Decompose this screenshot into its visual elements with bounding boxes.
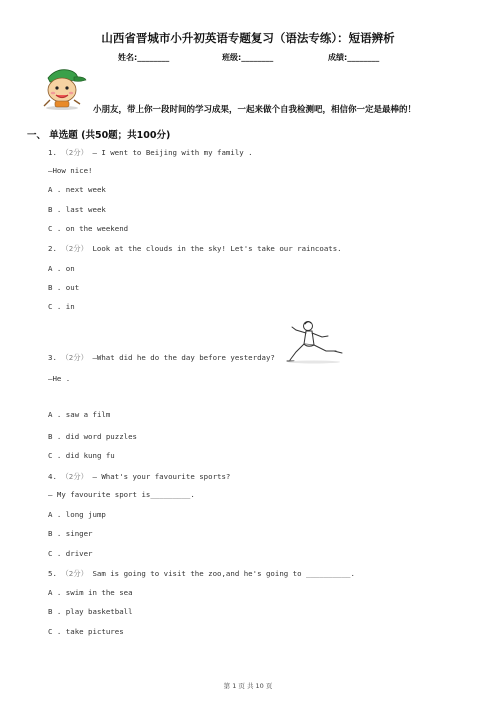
question-1-option-b[interactable]: B . last week (48, 205, 106, 214)
class-field: 班级:________ (222, 53, 274, 62)
question-4 (48, 471, 230, 482)
question-3-response: —He . (48, 374, 71, 383)
question-text: —What did he do the day before yesterday? (92, 353, 275, 362)
question-text: — I went to Beijing with my family . (92, 148, 253, 157)
kung-fu-illustration (282, 318, 346, 364)
question-3-option-a[interactable]: A . saw a film (48, 410, 111, 419)
question-text: — What's your favourite sports? (92, 472, 231, 481)
name-field: 姓名:________ (118, 53, 170, 62)
question-5-option-a[interactable]: A . swim in the sea (48, 588, 133, 597)
question-3-option-b[interactable]: B . did word puzzles (48, 432, 137, 441)
question-number: 2. (48, 244, 57, 253)
question-2-option-a[interactable]: A . on (48, 264, 75, 273)
question-3-option-c[interactable]: C . did kung fu (48, 451, 115, 460)
question-score: （2分） (61, 472, 88, 481)
question-2-option-b[interactable]: B . out (48, 283, 80, 292)
question-number: 1. (48, 148, 57, 157)
page-footer: 第 1 页 共 10 页 (223, 682, 273, 690)
question-text: Sam is going to visit the zoo,and he's going to __________. (92, 569, 355, 578)
question-1-option-a[interactable]: A . next week (48, 185, 106, 194)
cartoon-boy-illustration (38, 64, 88, 110)
question-text: Look at the clouds in the sky! Let's take our raincoats. (92, 244, 342, 253)
page-title: 山西省晋城市小升初英语专题复习（语法专练）：短语辨析 (101, 31, 395, 45)
encouragement-text: 小朋友，带上你一段时间的学习成果，一起来做个自我检测吧，相信你一定是最棒的！ (93, 105, 417, 115)
question-1-option-c[interactable]: C . on the weekend (48, 224, 129, 233)
score-field: 成绩:________ (328, 53, 380, 62)
question-4-option-c[interactable]: C . driver (48, 549, 93, 558)
question-5 (48, 568, 355, 579)
question-2 (48, 243, 342, 254)
question-number: 3. (48, 353, 57, 362)
question-score: （2分） (61, 244, 88, 253)
question-5-option-c[interactable]: C . take pictures (48, 627, 124, 636)
question-score: （2分） (61, 569, 88, 578)
question-number: 4. (48, 472, 57, 481)
question-1-response: —How nice! (48, 166, 93, 175)
question-score: （2分） (61, 148, 88, 157)
question-2-option-c[interactable]: C . in (48, 302, 75, 311)
question-4-response: — My favourite sport is_________. (48, 490, 195, 499)
section-heading: 一、 单选题 (共50题；共100分) (27, 130, 171, 141)
question-score: （2分） (61, 353, 88, 362)
question-5-option-b[interactable]: B . play basketball (48, 607, 133, 616)
question-4-option-b[interactable]: B . singer (48, 529, 93, 538)
question-number: 5. (48, 569, 57, 578)
question-3 (48, 352, 275, 363)
question-1 (48, 147, 253, 158)
question-4-option-a[interactable]: A . long jump (48, 510, 106, 519)
